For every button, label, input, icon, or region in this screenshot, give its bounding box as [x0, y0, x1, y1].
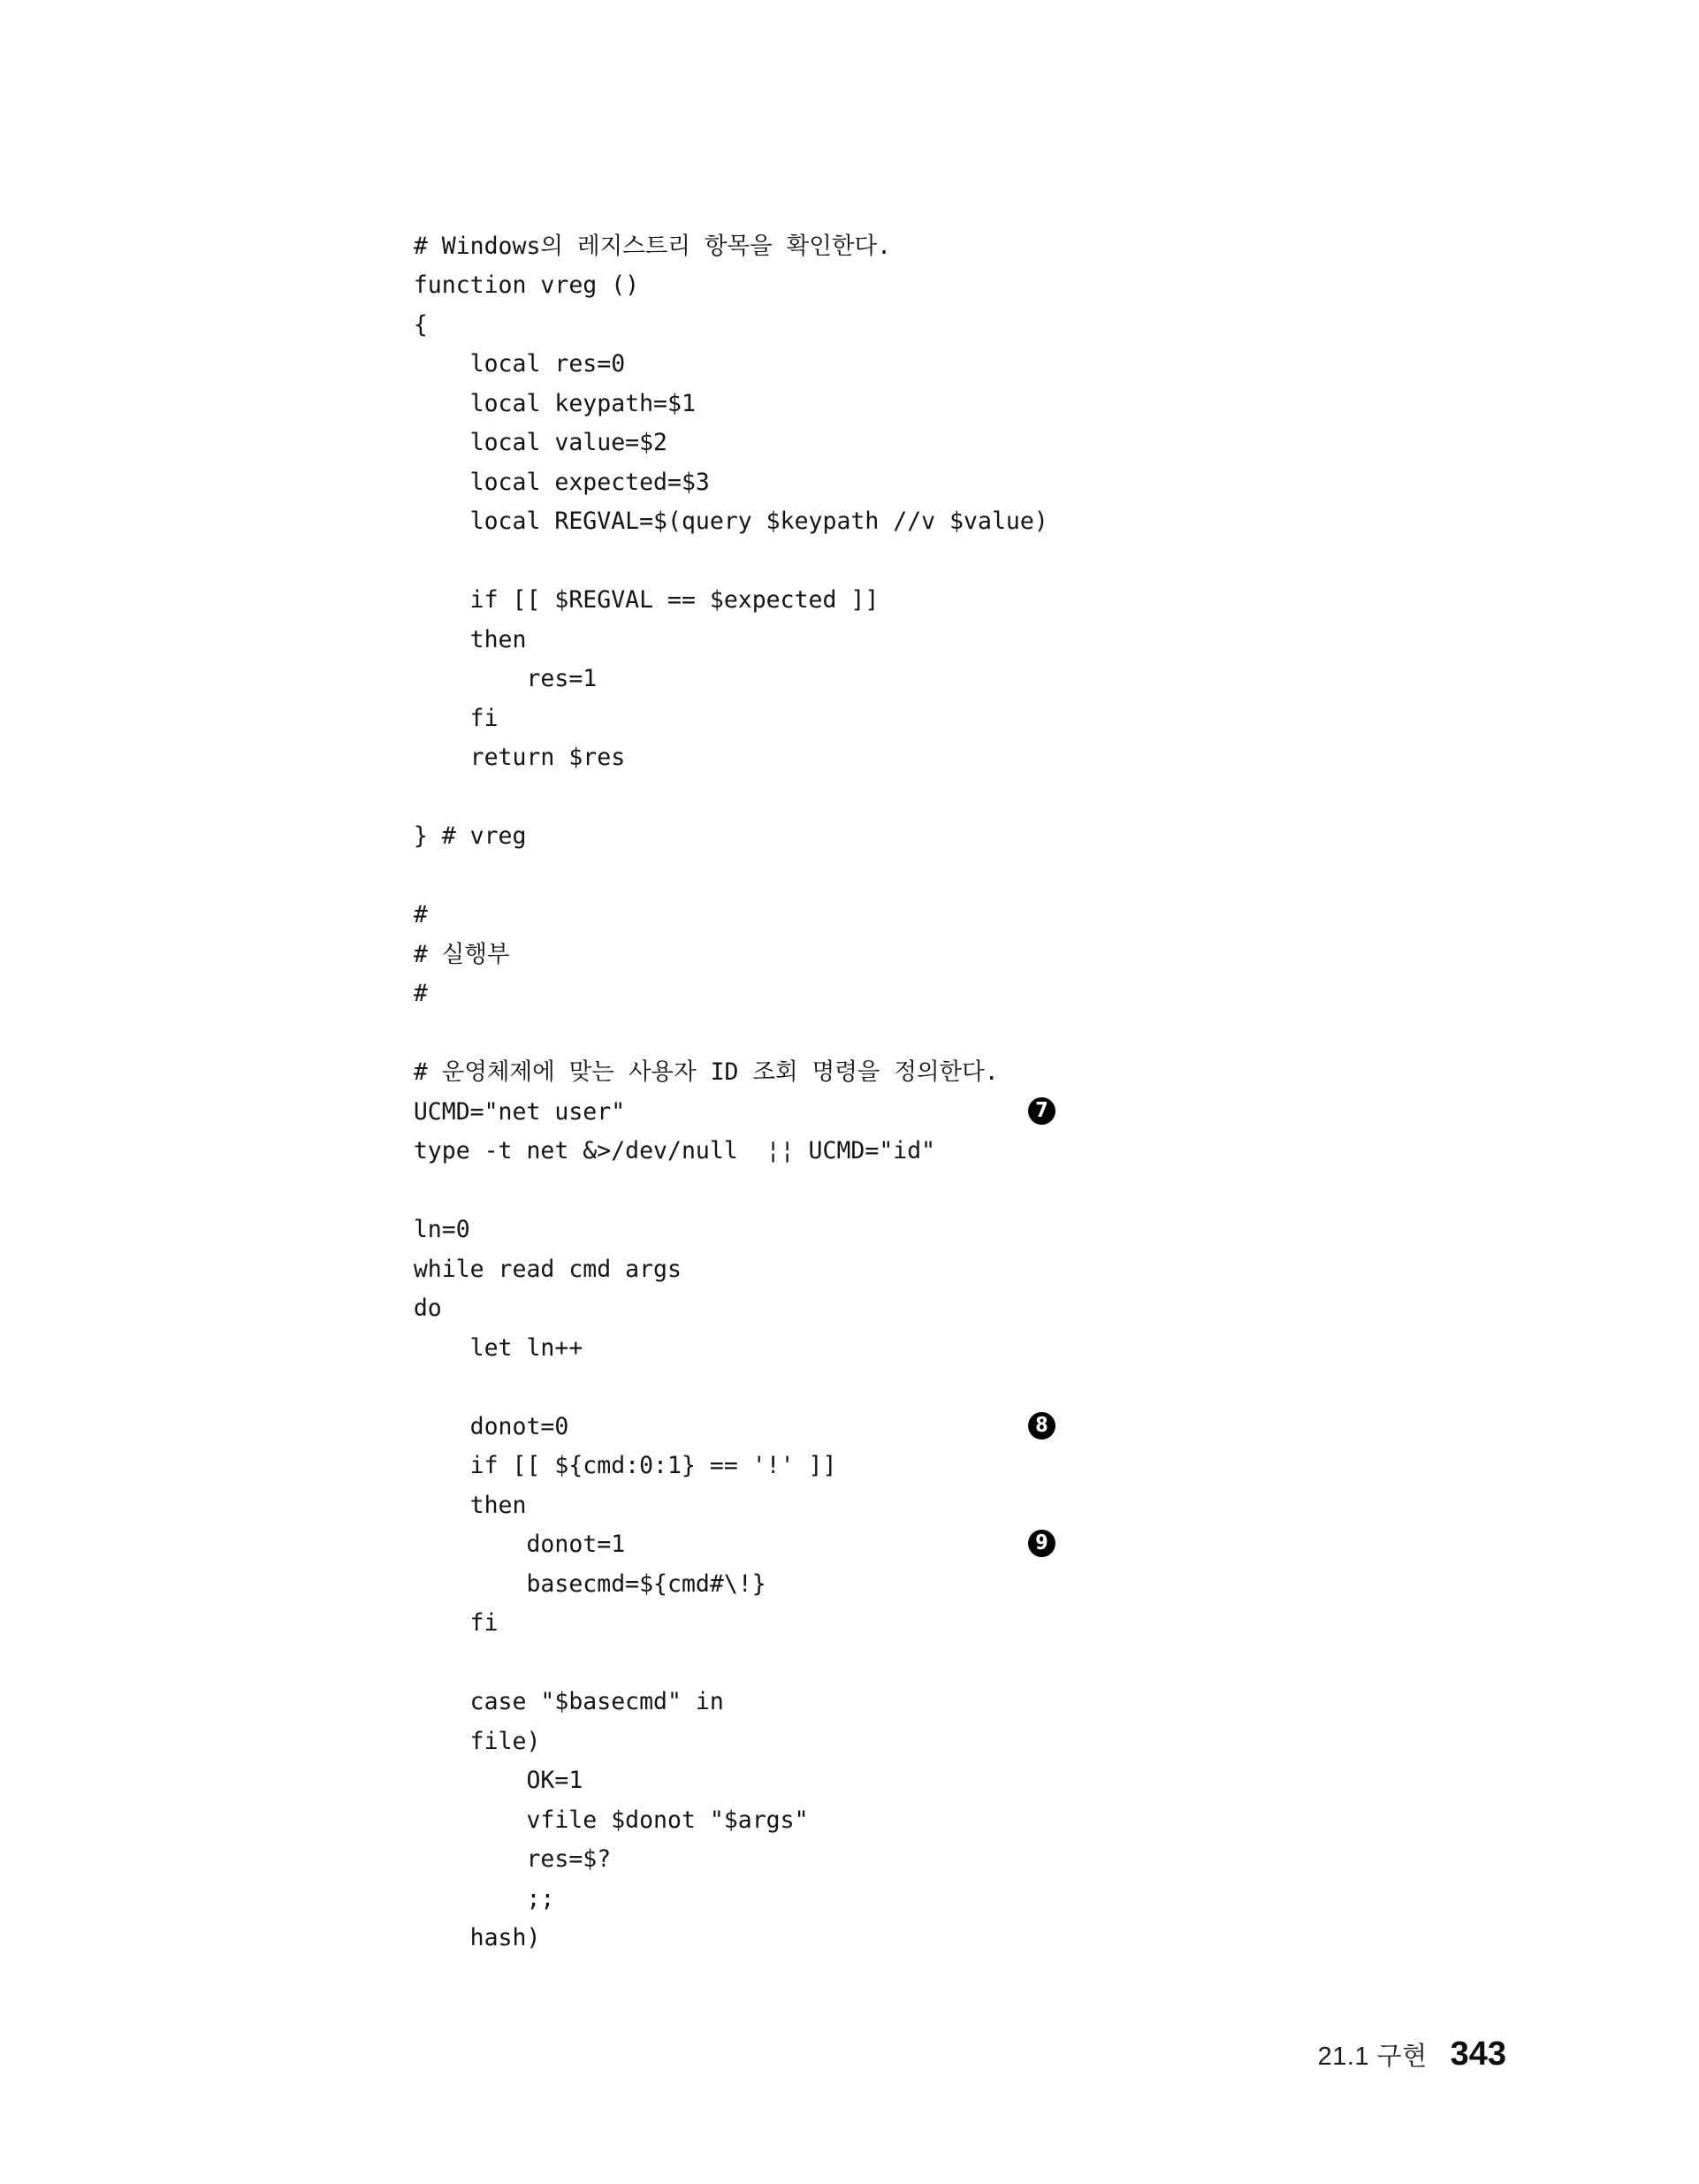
code-line-text: ln=0: [413, 1216, 470, 1243]
code-line-text: while read cmd args: [413, 1255, 682, 1283]
code-line-text: file): [413, 1727, 541, 1755]
code-line-text: vfile $donot "$args": [413, 1806, 809, 1834]
code-line: [357, 266, 1506, 339]
code-line-text: type -t net &>/dev/null ¦¦ UCMD="id": [413, 1137, 936, 1165]
code-line: [357, 1644, 1506, 1715]
code-line: [357, 857, 1506, 928]
code-line: [357, 1053, 1506, 1126]
code-line-text: let ln++: [413, 1333, 583, 1362]
code-line: [357, 463, 1506, 535]
code-line: [357, 227, 1506, 299]
code-line-text: res=1: [413, 665, 598, 692]
code-line: [357, 502, 1506, 542]
code-line-text: case "$basecmd" in: [413, 1688, 724, 1715]
code-line: [357, 935, 1506, 1007]
code-line-text: UCMD="net user": [413, 1097, 626, 1126]
code-line: [357, 385, 1506, 456]
code-line-text: # 운영체제에 맞는 사용자 ID 조회 명령을 정의한다.: [413, 1058, 999, 1086]
code-line-text: local expected=$3: [413, 468, 710, 496]
code-line-text: OK=1: [413, 1767, 583, 1794]
code-line: [357, 345, 1506, 417]
code-line-text: local res=0: [413, 350, 626, 378]
code-line: [357, 1447, 1506, 1519]
code-line-text: ;;: [413, 1884, 555, 1913]
code-line: [357, 817, 1506, 857]
code-line-text: {: [413, 310, 428, 339]
code-block: [357, 187, 1506, 1951]
code-line: [357, 1840, 1506, 1913]
code-line-text: if [[ $REGVAL == $expected ]]: [413, 586, 880, 614]
code-line-text: # Windows의 레지스트리 항목을 확인한다.: [413, 232, 892, 260]
code-line-text: return $res: [413, 744, 626, 771]
code-line: [357, 1801, 1506, 1873]
code-line: [357, 424, 1506, 496]
callout-9-badge: 9: [1028, 1530, 1055, 1557]
code-line: [357, 306, 1506, 378]
code-line: [357, 738, 1506, 778]
code-line: [357, 581, 1506, 653]
footer-page-number: 343: [1450, 2035, 1506, 2073]
code-line-text: local value=$2: [413, 429, 668, 456]
code-line-text: then: [413, 625, 527, 653]
code-line-text: fi: [413, 704, 499, 732]
code-line-text: donot=1: [413, 1531, 626, 1558]
code-line: [357, 699, 1506, 771]
code-line: [357, 1329, 1506, 1369]
code-line: [357, 660, 1506, 732]
code-line: [357, 896, 1506, 968]
code-line: [357, 1722, 1506, 1794]
code-line-text: local keypath=$1: [413, 389, 696, 417]
callout-7-badge: 7: [1028, 1097, 1055, 1125]
code-line-text: if [[ ${cmd:0:1} == '!' ]]: [413, 1452, 837, 1479]
code-line-text: do: [413, 1294, 442, 1322]
code-line: [357, 542, 1506, 614]
page-footer: [1318, 2035, 1506, 2073]
code-line: [357, 1565, 1506, 1637]
code-line-text: #: [413, 901, 428, 928]
code-line-text: } # vreg: [413, 822, 527, 850]
code-line: [357, 621, 1506, 692]
code-line-text: basecmd=${cmd#\!}: [413, 1569, 766, 1598]
code-line: [357, 1486, 1506, 1558]
code-line: [357, 1210, 1506, 1283]
code-line: [357, 1408, 1506, 1479]
code-line-text: donot=0: [413, 1412, 569, 1440]
code-line: [357, 1250, 1506, 1322]
code-line: [357, 1761, 1506, 1834]
code-line: [357, 1604, 1506, 1644]
code-line: [357, 1093, 1506, 1165]
code-line: [357, 1014, 1506, 1086]
code-line: [357, 974, 1506, 1014]
callout-8-badge: 8: [1028, 1412, 1055, 1439]
code-line-text: # 실행부: [413, 940, 510, 968]
code-line: [357, 1172, 1506, 1243]
code-line-text: res=$?: [413, 1845, 612, 1873]
footer-section-label: 21.1 구현: [1317, 2043, 1428, 2071]
code-line-text: #: [413, 980, 428, 1007]
code-line: [357, 187, 1506, 260]
code-line: [357, 1683, 1506, 1755]
code-line: [357, 1525, 1506, 1598]
code-line: [357, 778, 1506, 850]
code-line-text: then: [413, 1491, 527, 1519]
code-line-text: function vreg (): [413, 271, 640, 299]
code-line: [357, 1368, 1506, 1440]
code-line: [357, 1132, 1506, 1172]
code-line: [357, 1289, 1506, 1362]
code-line-text: hash): [413, 1924, 541, 1951]
code-line-text: local REGVAL=$(query $keypath //v $value): [413, 508, 1048, 535]
code-line-text: fi: [413, 1609, 499, 1637]
code-line: [357, 1880, 1506, 1951]
